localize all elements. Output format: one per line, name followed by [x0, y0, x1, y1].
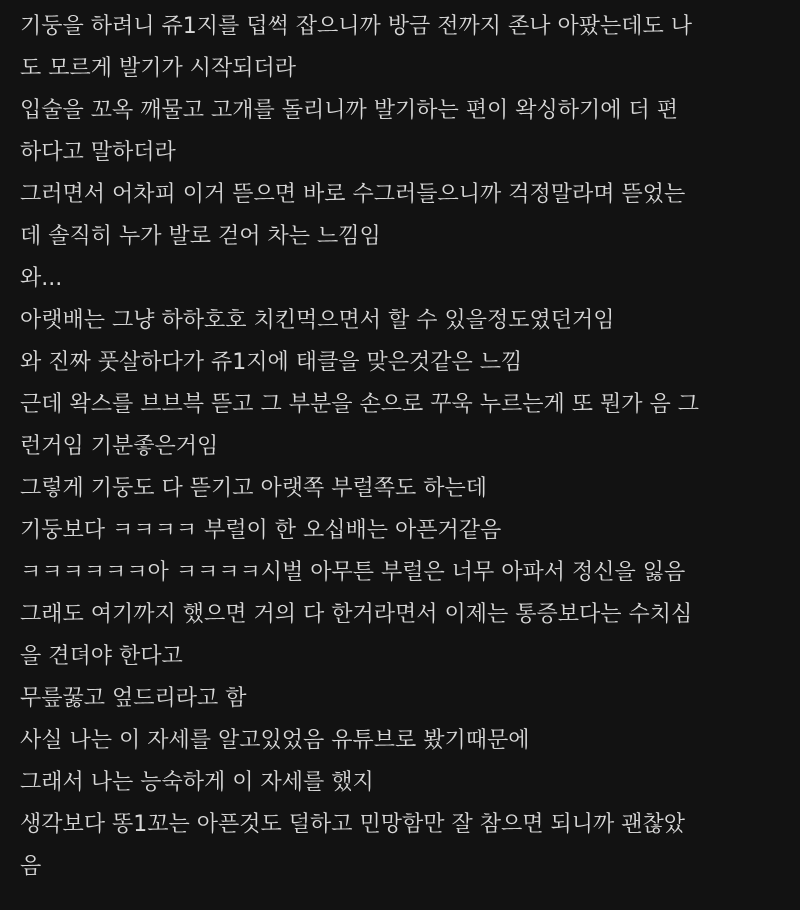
- post-body: [20, 6, 780, 888]
- text-line: 무릎꿇고 엎드리라고 함: [20, 686, 247, 711]
- text-line: 와...: [20, 266, 63, 291]
- text-line: 을 견뎌야 한다고: [20, 644, 183, 669]
- text-line: 기둥을 하려니 쥬1지를 덥썩 잡으니까 방금 전까지 존나 아팠는데도 나: [20, 14, 692, 39]
- text-line: 아랫배는 그냥 하하호호 치킨먹으면서 할 수 있을정도였던거임: [20, 308, 615, 333]
- text-line: 근데 왁스를 브브븍 뜯고 그 부분을 손으로 꾸욱 누르는게 또 뭔가 음 그: [20, 392, 699, 417]
- text-line: 그렇게 기둥도 다 뜯기고 아랫쪽 부럴쪽도 하는데: [20, 476, 488, 501]
- text-line: 와 진짜 풋살하다가 쥬1지에 태클을 맞은것같은 느낌: [20, 350, 523, 375]
- text-line: 그래도 여기까지 했으면 거의 다 한거라면서 이제는 통증보다는 수치심: [20, 602, 693, 627]
- text-line: 음: [20, 854, 42, 879]
- text-line: 런거임 기분좋은거임: [20, 434, 219, 459]
- text-line: 하다고 말하더라: [20, 140, 176, 165]
- text-line: 생각보다 똥1꼬는 아픈것도 덜하고 민망함만 잘 참으면 되니까 괜찮았: [20, 812, 686, 837]
- text-line: 그래서 나는 능숙하게 이 자세를 했지: [20, 770, 374, 795]
- text-line: 그러면서 어차피 이거 뜯으면 바로 수그러들으니까 걱정말라며 뜯었는: [20, 182, 686, 207]
- text-line: 사실 나는 이 자세를 알고있었음 유튜브로 봤기때문에: [20, 728, 530, 753]
- text-line: 데 솔직히 누가 발로 걷어 차는 느낌임: [20, 224, 381, 249]
- text-line: 기둥보다 ㅋㅋㅋㅋ 부럴이 한 오십배는 아픈거같음: [20, 518, 502, 543]
- text-line: ㅋㅋㅋㅋㅋㅋ아 ㅋㅋㅋㅋ시벌 아무튼 부럴은 너무 아파서 정신을 잃음: [20, 560, 686, 585]
- text-line: 도 모르게 발기가 시작되더라: [20, 56, 297, 81]
- text-line: 입술을 꼬옥 깨물고 고개를 돌리니까 발기하는 편이 왁싱하기에 더 편: [20, 98, 678, 123]
